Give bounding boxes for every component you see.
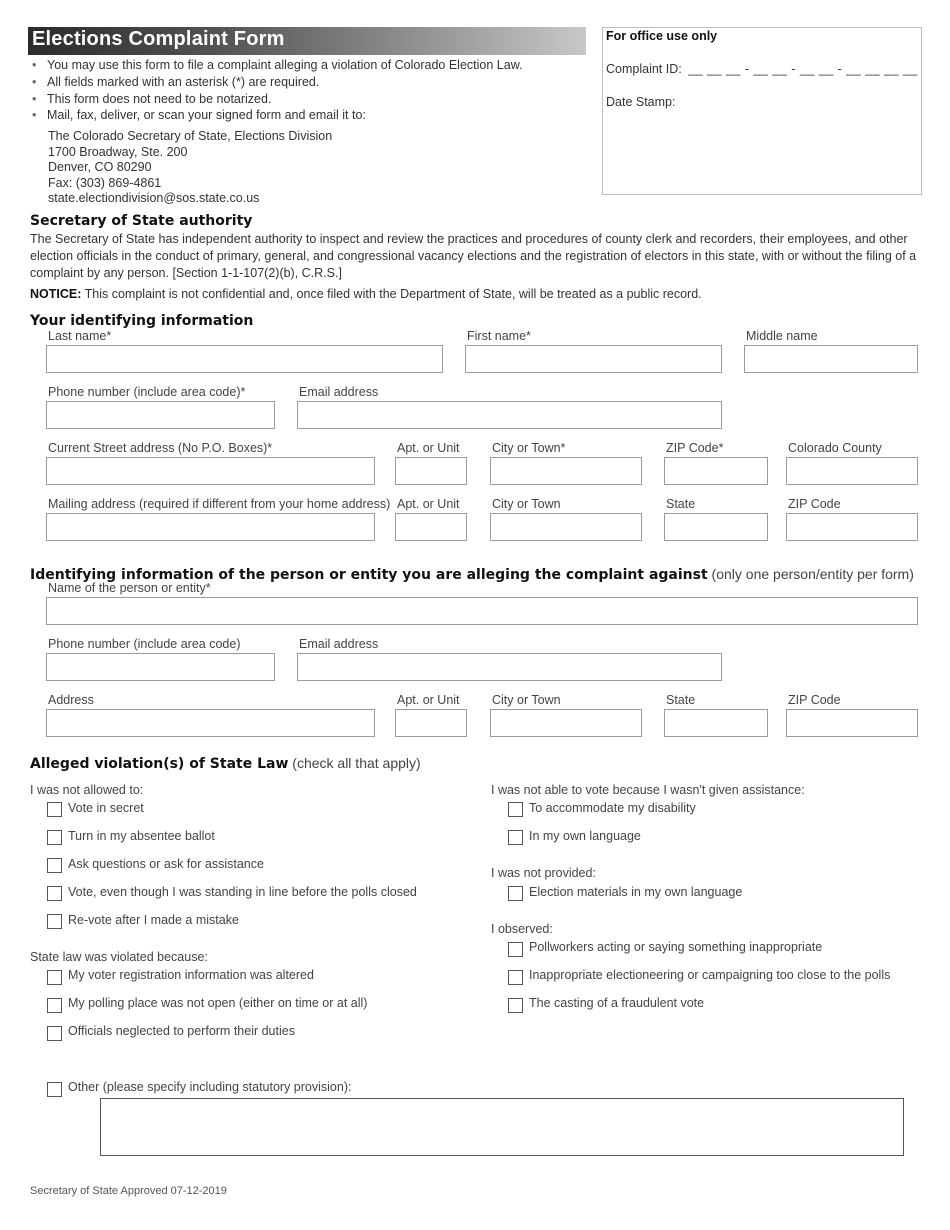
street-field[interactable] [46,457,375,485]
city-label: City or Town* [492,441,566,455]
entity-apt-label: Apt. or Unit [397,693,460,707]
mailing-state-field[interactable] [664,513,768,541]
middle-name-field[interactable] [744,345,918,373]
group-not-allowed: I was not allowed to: [30,783,144,797]
address-email: state.electiondivision@sos.state.co.us [48,191,260,206]
instruction-item: • This form does not need to be notarized. [32,91,592,108]
entity-address-label: Address [48,693,94,707]
email-label: Email address [299,385,379,399]
checkbox-label: Officials neglected to perform their duties [68,1024,295,1038]
apt-field[interactable] [395,457,467,485]
entity-apt-field[interactable] [395,709,467,737]
group-not-provided: I was not provided: [491,866,596,880]
checkbox-label: To accommodate my disability [529,801,696,815]
checkbox-own-language[interactable] [508,830,523,845]
violations-heading-note: (check all that apply) [288,755,421,771]
entity-phone-field[interactable] [46,653,275,681]
street-label: Current Street address (No P.O. Boxes)* [48,441,273,455]
entity-city-label: City or Town [492,693,561,707]
mailing-address-block [48,129,332,207]
county-label: Colorado County [788,441,882,455]
checkbox-label: My voter registration information was altered [68,968,314,982]
checkbox-label: In my own language [529,829,641,843]
instructions-list [32,57,592,124]
complaint-id-row [606,62,918,76]
form-title: Elections Complaint Form [28,27,586,55]
checkbox-registration-altered[interactable] [47,970,62,985]
entity-state-label: State [666,693,696,707]
entity-phone-label: Phone number (include area code) [48,637,241,651]
instruction-item: • Mail, fax, deliver, or scan your signed form and email it to: [32,107,592,124]
mailing-apt-label: Apt. or Unit [397,497,460,511]
checkbox-label: Re-vote after I made a mistake [68,913,239,927]
county-field[interactable] [786,457,918,485]
first-name-label: First name* [467,329,531,343]
checkbox-fraudulent-vote[interactable] [508,998,523,1013]
notice-body: This complaint is not confidential and, once filed with the Department of State, will be treated as a public record. [81,287,702,301]
entity-state-field[interactable] [664,709,768,737]
apt-label: Apt. or Unit [397,441,460,455]
mailing-address-label: Mailing address (required if different from your home address) [48,497,391,511]
mailing-zip-label: ZIP Code [788,497,841,511]
checkbox-re-vote[interactable] [47,914,62,929]
against-heading-text: Identifying information of the person or entity you are alleging the complaint against [30,567,708,583]
instruction-item: • All fields marked with an asterisk (*) are required. [32,74,592,91]
group-state-law: State law was violated because: [30,950,208,964]
group-observed: I observed: [491,922,553,936]
middle-name-label: Middle name [746,329,818,343]
office-use-box [602,27,922,195]
checkbox-label: My polling place was not open (either on time or at all) [68,996,368,1010]
entity-email-label: Email address [299,637,379,651]
mailing-state-label: State [666,497,696,511]
entity-email-field[interactable] [297,653,722,681]
checkbox-officials-neglected[interactable] [47,1026,62,1041]
checkbox-label: The casting of a fraudulent vote [529,996,705,1010]
notice-label: NOTICE: [30,287,82,301]
last-name-field[interactable] [46,345,443,373]
against-heading-note: (only one person/entity per form) [707,566,914,582]
address-line: 1700 Broadway, Ste. 200 [48,144,188,159]
city-field[interactable] [490,457,642,485]
phone-field[interactable] [46,401,275,429]
authority-heading: Secretary of State authority [30,213,253,229]
mailing-address-field[interactable] [46,513,375,541]
group-assistance: I was not able to vote because I wasn't given assistance: [491,783,805,797]
checkbox-label: Turn in my absentee ballot [68,829,215,843]
first-name-field[interactable] [465,345,722,373]
checkbox-disability[interactable] [508,802,523,817]
mailing-zip-field[interactable] [786,513,918,541]
complaint-id-label: Complaint ID: [606,62,682,76]
instruction-item: • You may use this form to file a complaint alleging a violation of Colorado Election Law. [32,57,592,74]
entity-city-field[interactable] [490,709,642,737]
checkbox-election-materials[interactable] [508,886,523,901]
email-field[interactable] [297,401,722,429]
entity-name-field[interactable] [46,597,918,625]
zip-field[interactable] [664,457,768,485]
checkbox-label: Election materials in my own language [529,885,743,899]
checkbox-pollworkers[interactable] [508,942,523,957]
checkbox-other[interactable] [47,1082,62,1097]
phone-label: Phone number (include area code)* [48,385,246,399]
mailing-city-label: City or Town [492,497,561,511]
office-use-title: For office use only [606,29,718,43]
address-line: Denver, CO 80290 [48,160,152,175]
checkbox-label: Other (please specify including statutory provision): [68,1080,352,1094]
authority-text: The Secretary of State has independent authority to inspect and review the practices and procedures of county clerk and recorders, their employees, and other election officials in the conduct of primary, general, and congressional vacancy elections and the registration of electors in this state, with or without the filing of a complaint by any person. [Section 1-1-107(2)(b), C.R.S.] [30,232,917,280]
checkbox-label: Pollworkers acting or saying something inappropriate [529,940,823,954]
checkbox-label: Vote, even though I was standing in line before the polls closed [68,885,417,899]
checkbox-ask-assistance[interactable] [47,858,62,873]
mailing-apt-field[interactable] [395,513,467,541]
address-line: The Colorado Secretary of State, Elections Division [48,129,333,143]
checkbox-label: Inappropriate electioneering or campaigning too close to the polls [529,968,891,982]
entity-zip-field[interactable] [786,709,918,737]
entity-name-label: Name of the person or entity* [48,581,211,595]
address-line: Fax: (303) 869-4861 [48,175,162,190]
checkbox-label: Vote in secret [68,801,144,815]
checkbox-absentee-ballot[interactable] [47,830,62,845]
last-name-label: Last name* [48,329,112,343]
footer-approval: Secretary of State Approved 07-12-2019 [30,1185,227,1197]
other-specify-textarea[interactable] [100,1098,904,1156]
your-info-heading: Your identifying information [30,313,254,329]
mailing-city-field[interactable] [490,513,642,541]
checkbox-vote-in-secret[interactable] [47,802,62,817]
checkbox-electioneering[interactable] [508,970,523,985]
violations-heading [30,755,421,772]
checkbox-polling-not-open[interactable] [47,998,62,1013]
entity-zip-label: ZIP Code [788,693,841,707]
violations-heading-text: Alleged violation(s) of State Law [30,756,289,772]
zip-label: ZIP Code* [666,441,724,455]
checkbox-label: Ask questions or ask for assistance [68,857,264,871]
notice-text [30,286,922,303]
complaint-id-blanks: __ __ __ - __ __ - __ __ - __ __ __ __ [688,62,918,76]
date-stamp-label: Date Stamp: [606,95,676,109]
checkbox-vote-in-line[interactable] [47,886,62,901]
entity-address-field[interactable] [46,709,375,737]
